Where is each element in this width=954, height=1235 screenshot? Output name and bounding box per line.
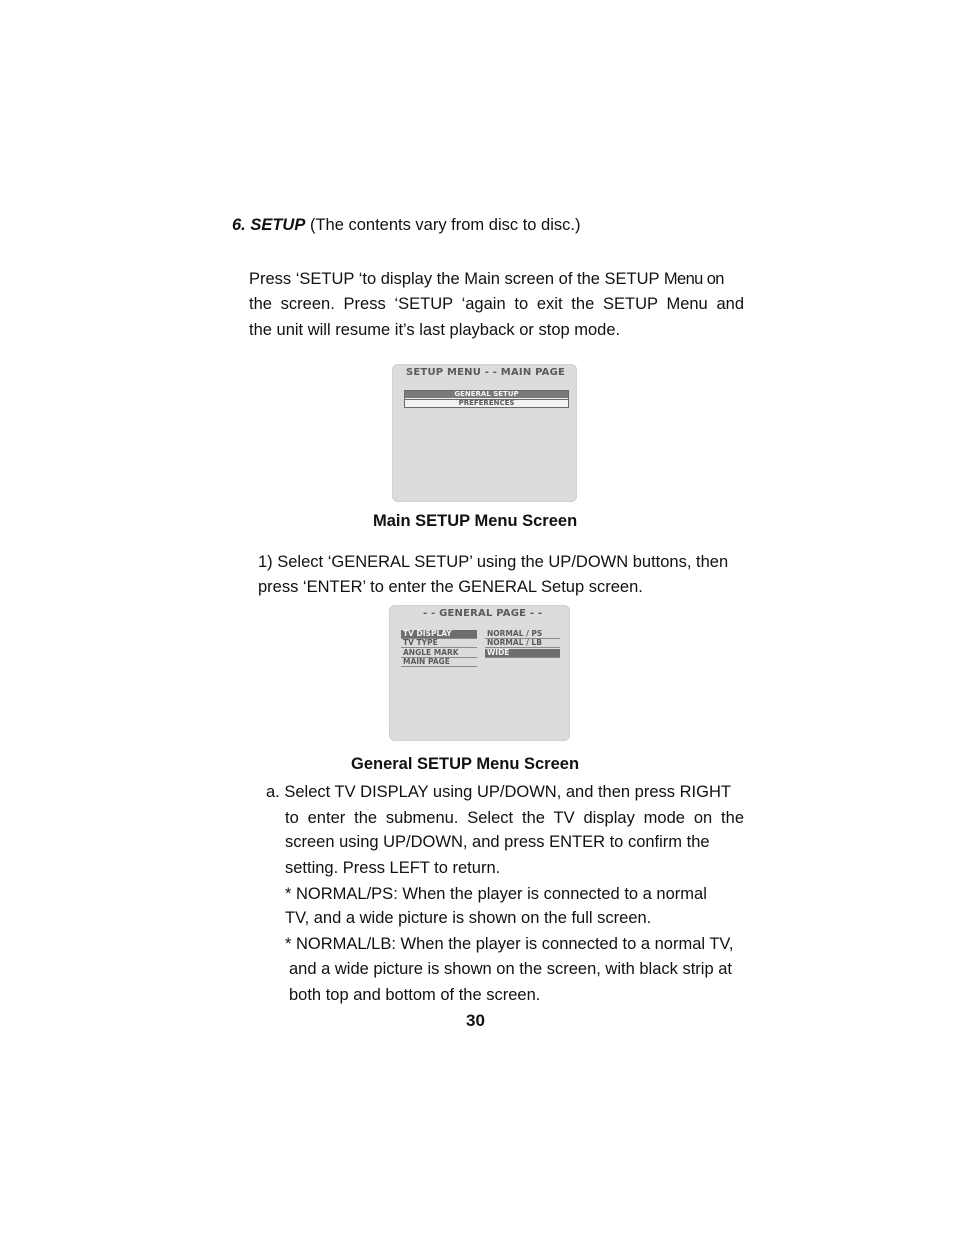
intro-line-1b: Menu on — [663, 270, 724, 288]
step-a-line-1: a. Select TV DISPLAY using UP/DOWN, and then press RIGHT — [266, 783, 731, 801]
page-number: 30 — [466, 1011, 485, 1030]
step-a-line-2: to enter the submenu. Select the TV display mode on the — [285, 809, 744, 827]
gp-item-tv-display: TV DISPLAY — [401, 630, 477, 639]
gp-item-main-page: MAIN PAGE — [401, 658, 477, 667]
intro-line-2: the screen. Press ‘SETUP ‘again to exit the SETUP Menu and — [249, 295, 744, 313]
gp-option-normal-ps: NORMAL / PS — [485, 630, 560, 639]
main-screen-menu — [404, 390, 569, 408]
main-screen-caption: Main SETUP Menu Screen — [373, 512, 578, 530]
section-heading — [232, 215, 580, 235]
intro-line-3: the unit will resume it’s last playback or stop mode. — [249, 321, 621, 339]
step1-line-2: press ‘ENTER’ to enter the GENERAL Setup screen. — [258, 578, 643, 596]
menu-item-preferences: PREFERENCES — [405, 399, 568, 407]
gp-item-tv-type: TV TYPE — [401, 639, 477, 648]
normal-lb-line-1: * NORMAL/LB: When the player is connected to a normal TV, — [285, 935, 734, 953]
main-setup-menu-screen — [392, 364, 577, 502]
general-screen-caption: General SETUP Menu Screen — [351, 755, 580, 773]
section-title: 6. SETUP — [232, 216, 306, 234]
menu-item-general-setup: GENERAL SETUP — [405, 391, 568, 398]
normal-lb-line-2: and a wide picture is shown on the screen, with black strip at — [289, 960, 732, 978]
intro-line-1 — [249, 269, 724, 289]
gp-option-normal-lb: NORMAL / LB — [485, 639, 560, 648]
normal-ps-line-2: TV, and a wide picture is shown on the full screen. — [285, 909, 652, 927]
gp-item-angle-mark: ANGLE MARK — [401, 649, 477, 658]
section-subtitle: (The contents vary from disc to disc.) — [309, 216, 581, 234]
gp-option-wide: WIDE — [485, 649, 560, 658]
step-a-line-3: screen using UP/DOWN, and press ENTER to confirm the — [285, 833, 710, 851]
step-a-line-4: setting. Press LEFT to return. — [285, 859, 501, 877]
normal-lb-line-3: both top and bottom of the screen. — [289, 986, 541, 1004]
intro-line-1a: Press ‘SETUP ‘to display the Main screen of the SETUP — [249, 270, 660, 288]
normal-ps-line-1: * NORMAL/PS: When the player is connected to a normal — [285, 885, 707, 903]
general-screen-title: - - GENERAL PAGE - - — [423, 608, 543, 619]
step1-line-1: 1) Select ‘GENERAL SETUP’ using the UP/DOWN buttons, then — [258, 553, 729, 571]
main-screen-title: SETUP MENU - - MAIN PAGE — [406, 367, 566, 378]
general-setup-menu-screen — [389, 605, 570, 741]
